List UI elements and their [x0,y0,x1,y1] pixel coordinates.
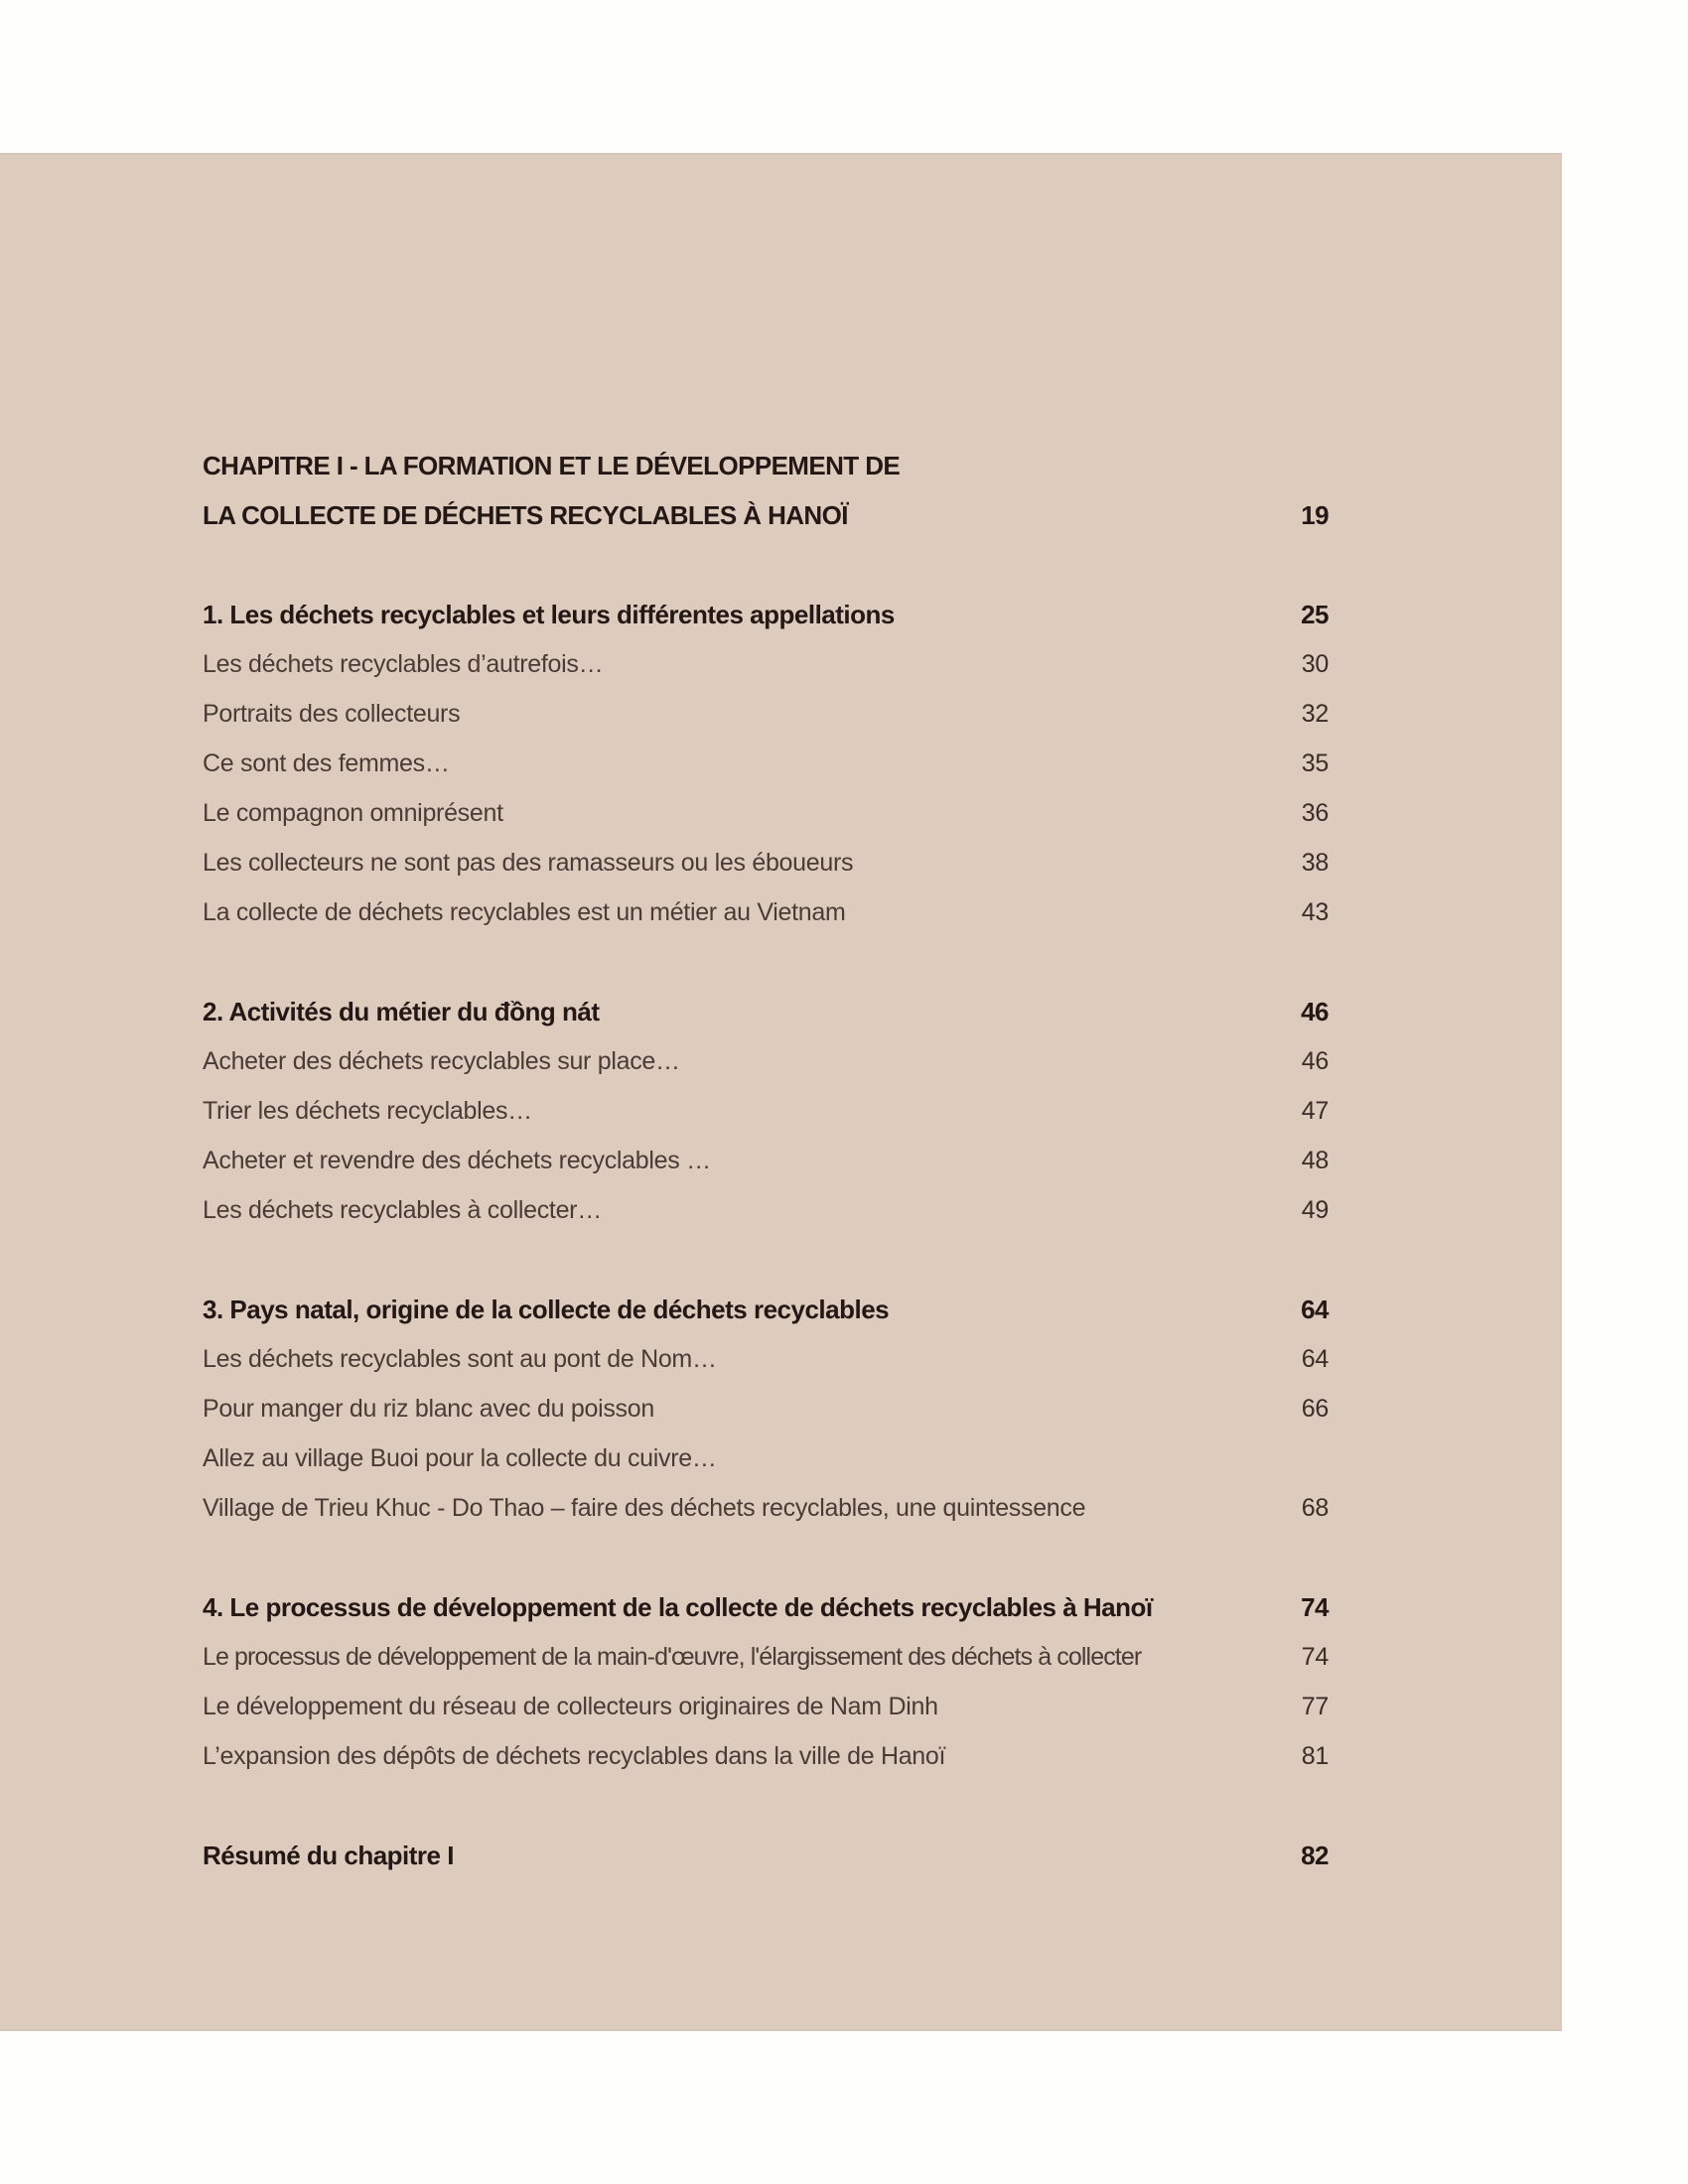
item-title: Acheter des déchets recyclables sur place… [203,1046,680,1075]
section-title: 4. Le processus de développement de la collecte de déchets recyclables à Hanoï [203,1591,1153,1622]
chapter-title-line-1[interactable] [203,441,1329,490]
toc-item[interactable] [203,838,1329,887]
toc-item[interactable] [203,1185,1329,1235]
chapter-title-text: CHAPITRE I - LA FORMATION ET LE DÉVELOPPEMENT DE [203,450,901,480]
item-page: 66 [1301,1394,1329,1423]
chapter-page-number: 19 [1301,499,1329,530]
item-page: 43 [1301,897,1329,926]
chapter-title-line-2[interactable] [203,490,1329,540]
toc-item[interactable] [203,1334,1329,1384]
chapter-title-text: LA COLLECTE DE DÉCHETS RECYCLABLES À HANOÏ [203,499,848,530]
item-page: 48 [1301,1146,1329,1174]
toc-item[interactable] [203,1632,1329,1682]
item-page: 64 [1301,1344,1329,1373]
section-title: 3. Pays natal, origine de la collecte de déchets recyclables [203,1294,890,1324]
spacer [203,937,1329,987]
item-title: Pour manger du riz blanc avec du poisson [203,1394,654,1423]
item-page: 77 [1301,1692,1329,1720]
toc-item[interactable] [203,1731,1329,1781]
section-4 [203,1582,1329,1781]
item-page: 74 [1301,1642,1329,1671]
section-page: 46 [1301,996,1329,1026]
spacer [203,1533,1329,1582]
toc-item[interactable] [203,1384,1329,1433]
spacer [203,1781,1329,1831]
toc-item[interactable] [203,1086,1329,1136]
item-page: 36 [1301,798,1329,827]
item-page: 30 [1301,649,1329,678]
item-page: 49 [1301,1195,1329,1224]
item-title: Le développement du réseau de collecteurs originaires de Nam Dinh [203,1692,938,1720]
item-page: 32 [1301,699,1329,728]
section-title: 1. Les déchets recyclables et leurs différentes appellations [203,599,895,629]
section-1 [203,590,1329,937]
summary-page: 82 [1301,1840,1329,1870]
toc-item[interactable] [203,887,1329,937]
spacer [203,1235,1329,1285]
section-2 [203,987,1329,1235]
item-title: Le compagnon omniprésent [203,798,503,827]
item-page: 46 [1301,1046,1329,1075]
summary-title: Résumé du chapitre I [203,1840,454,1870]
item-title: La collecte de déchets recyclables est un métier au Vietnam [203,897,846,926]
toc-item[interactable] [203,639,1329,689]
toc-item[interactable] [203,1036,1329,1086]
toc-item[interactable] [203,788,1329,838]
item-title: Le processus de développement de la main-d'œuvre, l'élargissement des déchets à collecter [203,1642,1142,1671]
toc-item[interactable] [203,1682,1329,1731]
item-title: Village de Trieu Khuc - Do Thao – faire des déchets recyclables, une quintessence [203,1493,1086,1522]
toc-summary[interactable] [203,1831,1329,1880]
section-page: 64 [1301,1294,1329,1324]
item-page: 68 [1301,1493,1329,1522]
toc-section[interactable] [203,590,1329,639]
toc-section[interactable] [203,1285,1329,1334]
section-page: 25 [1301,599,1329,629]
item-page: 35 [1301,749,1329,777]
toc-section[interactable] [203,987,1329,1036]
section-3 [203,1285,1329,1533]
item-title: Allez au village Buoi pour la collecte du cuivre… [203,1443,717,1472]
item-page: 81 [1301,1741,1329,1770]
toc-item[interactable] [203,739,1329,788]
item-title: Les collecteurs ne sont pas des ramasseurs ou les éboueurs [203,848,854,877]
toc-item[interactable] [203,1136,1329,1185]
item-title: Portraits des collecteurs [203,699,461,728]
toc-item[interactable] [203,689,1329,739]
item-title: Les déchets recyclables d’autrefois… [203,649,604,678]
section-title: 2. Activités du métier du đồng nát [203,996,600,1026]
item-title: Ce sont des femmes… [203,749,450,777]
item-page: 38 [1301,848,1329,877]
item-title: Trier les déchets recyclables… [203,1096,532,1125]
item-title: Acheter et revendre des déchets recyclables … [203,1146,711,1174]
toc-section[interactable] [203,1582,1329,1632]
table-of-contents [203,441,1329,1880]
item-title: L’expansion des dépôts de déchets recyclables dans la ville de Hanoï [203,1741,946,1770]
item-page: 47 [1301,1096,1329,1125]
spacer [203,540,1329,590]
toc-item[interactable] [203,1433,1329,1483]
item-title: Les déchets recyclables sont au pont de Nom… [203,1344,717,1373]
toc-item[interactable] [203,1483,1329,1533]
item-title: Les déchets recyclables à collecter… [203,1195,602,1224]
section-page: 74 [1301,1591,1329,1622]
